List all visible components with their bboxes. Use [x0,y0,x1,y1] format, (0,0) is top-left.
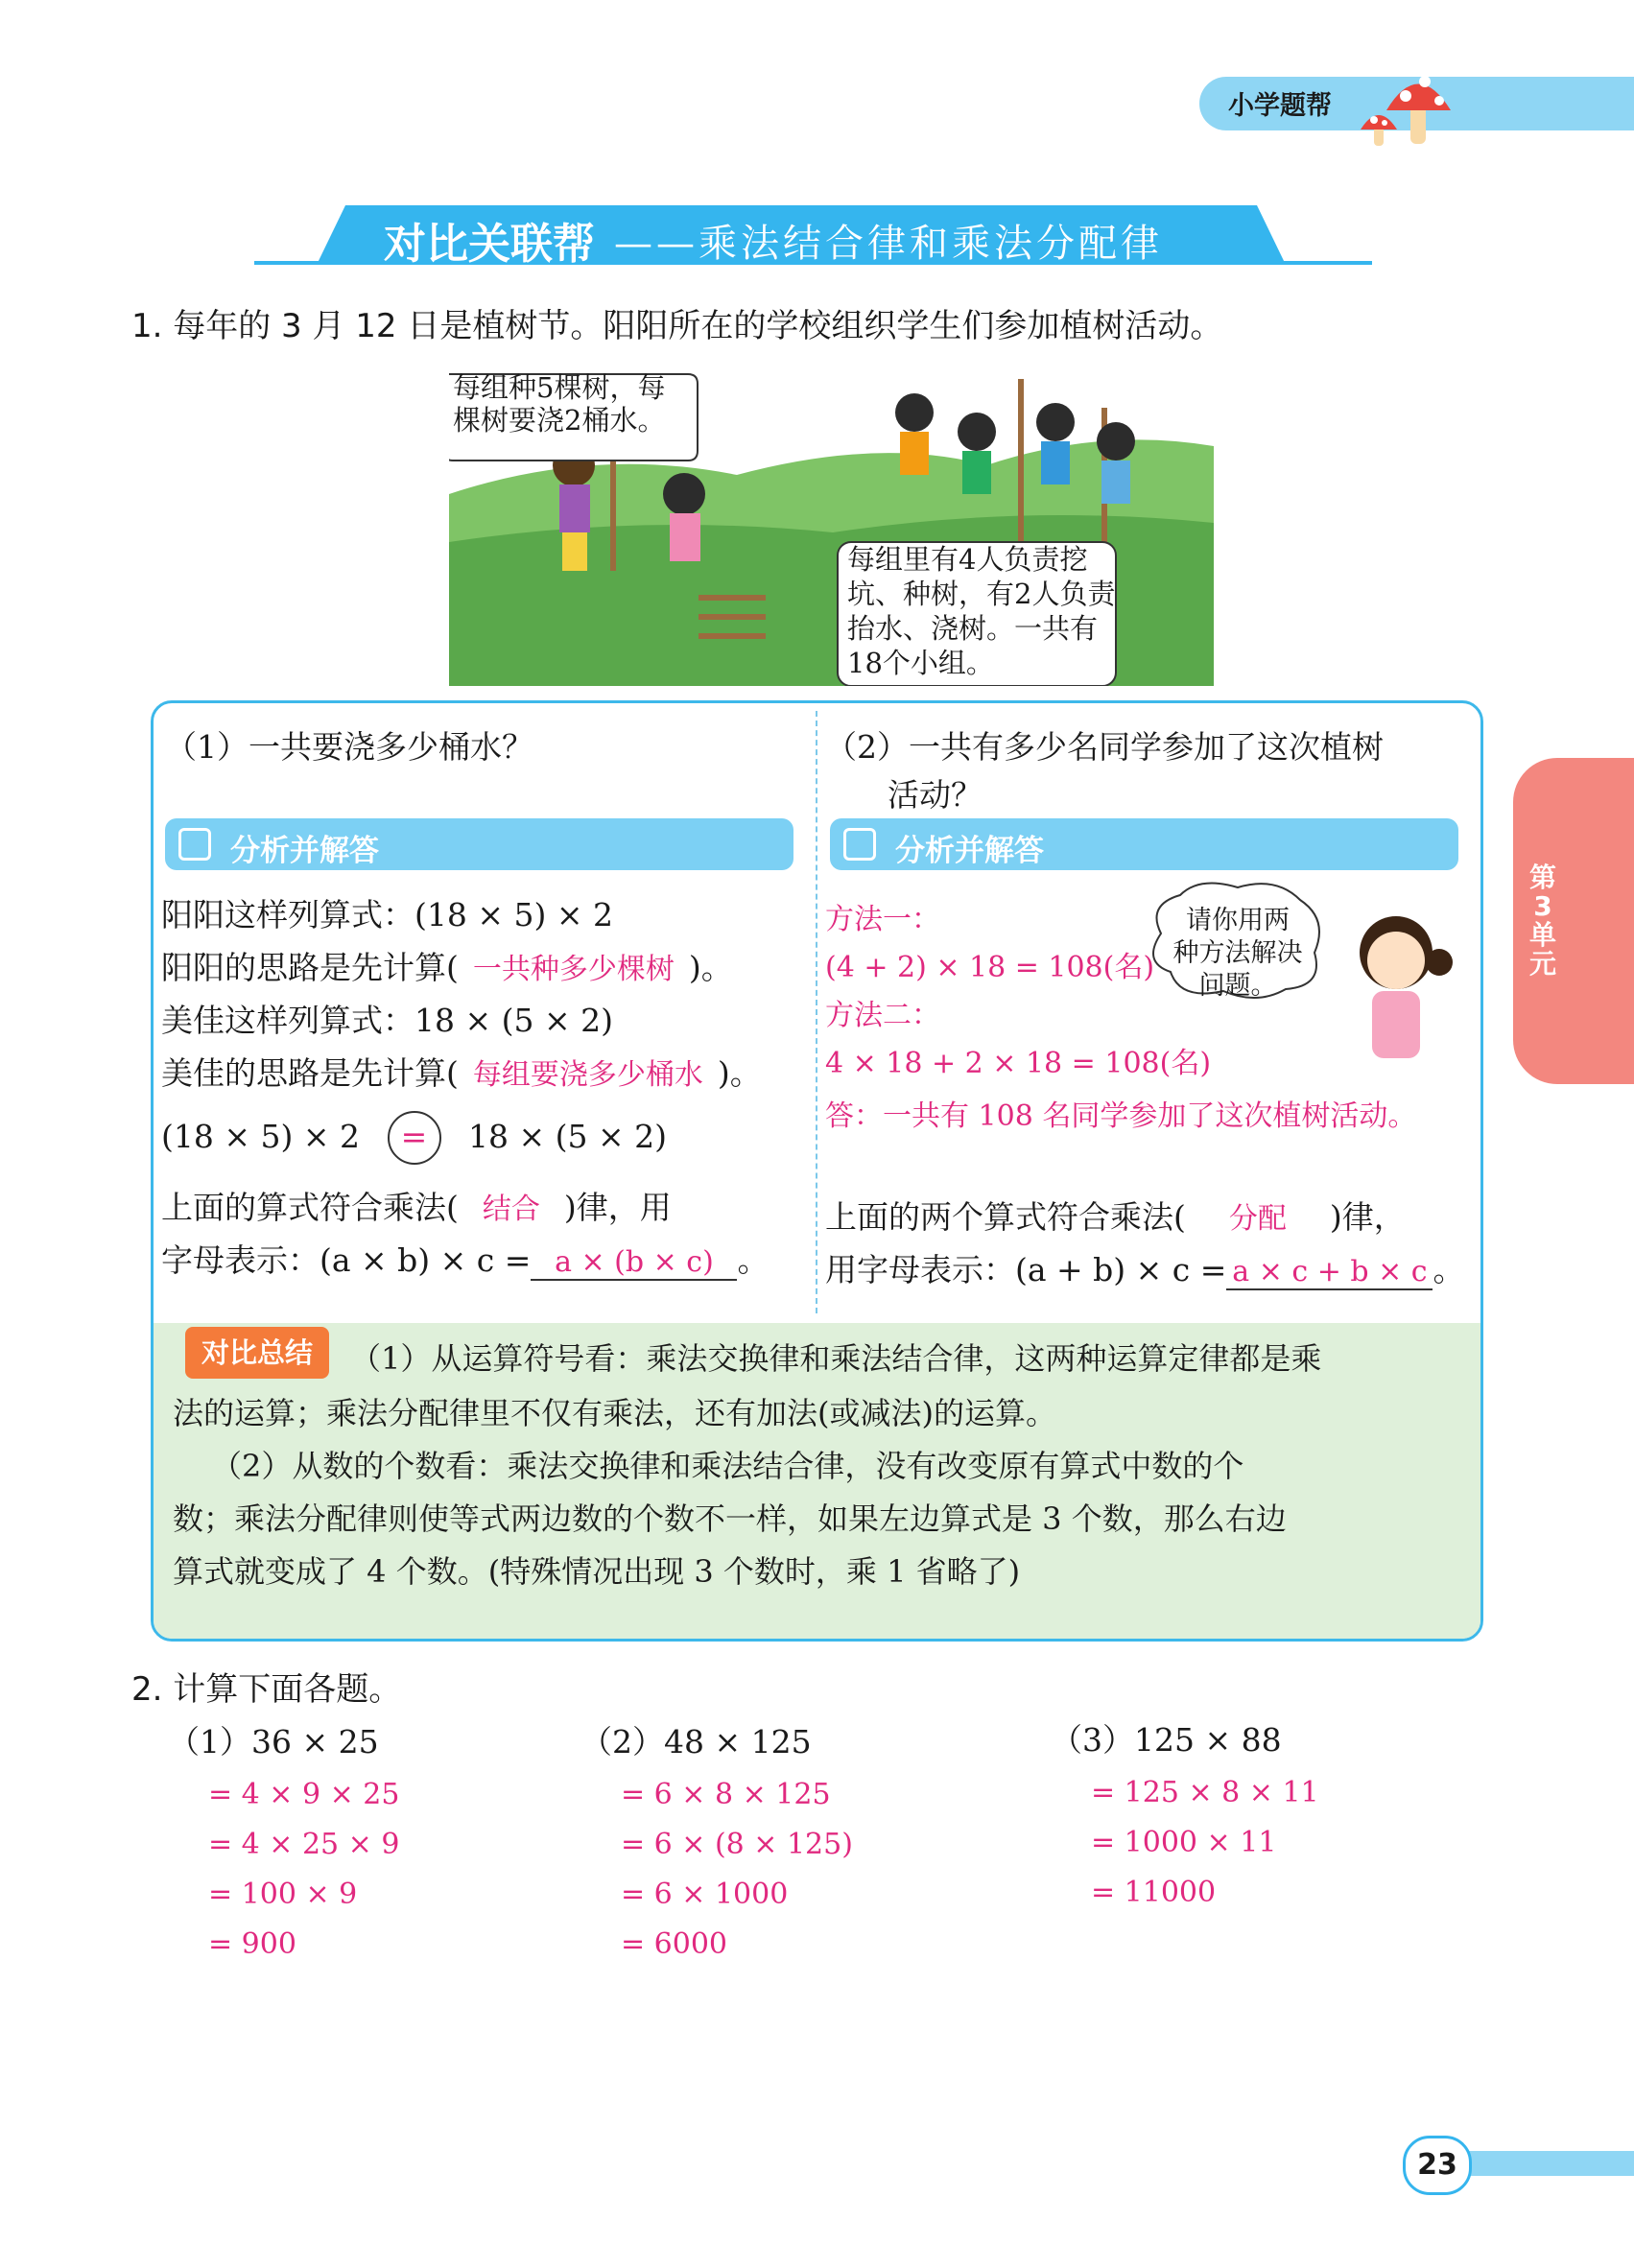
q1-left-question: （1）一共要浇多少桶水？ [165,728,533,766]
bubble-right-line: 每组里有4人负责挖 [847,543,1088,576]
bubble-line: 种方法解决 [1172,938,1303,968]
answer-letter-right: a × c + b × c [1226,1255,1433,1290]
text: 美佳的思路是先计算( [161,1054,459,1092]
summary-tag: 对比总结 [185,1327,329,1379]
q1-right-question-cont: 活动？ [888,776,983,814]
mushroom-icon [1353,58,1458,149]
step: = 6 × (8 × 125) [621,1828,853,1861]
answer-letter-left: a × (b × c) [531,1245,737,1281]
text: 字母表示：(a × b) × c = [161,1241,532,1279]
pencil-icon [178,828,211,861]
problem-1 [168,1717,399,1970]
method-two: 4 × 18 + 2 × 18 = 108(名) [825,1047,1212,1080]
text: )律，用 [563,1189,672,1226]
summary-p1-l1: （1）从运算符号看：乘法交换律和乘法结合律，这两种运算定律都是乘 [350,1340,1322,1377]
method-one-label: 方法一： [825,903,940,936]
line-meijia-formula: 美佳这样列算式：18 × (5 × 2) [161,1002,613,1039]
unit-side-label: 第3单元 [1528,862,1556,980]
answer-meijia: 每组要浇多少桶水 [472,1058,703,1092]
bubble-line: 问题。 [1198,971,1277,1001]
comparison-line [161,1111,667,1165]
bubble-right-line: 18个小组。 [847,647,994,679]
pencil-icon [843,828,876,861]
law-line-right [825,1193,1406,1238]
text: 用字母表示：(a + b) × c = [825,1251,1227,1288]
bubble-right-line: 坑、种树，有2人负责 [847,578,1116,610]
cmp-right: 18 × (5 × 2) [468,1118,667,1155]
summary-p1-l2: 法的运算；乘法分配律里不仅有乘法，还有加法(或减法)的运算。 [173,1395,1056,1431]
text: 上面的两个算式符合乘法( [825,1198,1186,1236]
step: = 125 × 8 × 11 [1091,1776,1319,1809]
thought-bubble-text [1166,905,1310,1003]
letter-line-right [825,1245,1464,1290]
step: = 4 × 25 × 9 [208,1828,400,1861]
step: = 900 [208,1927,296,1961]
q1-right-question: （2）一共有多少名同学参加了这次植树 [825,728,1384,766]
problem-label: （2）48 × 125 [580,1723,812,1760]
problem-steps [208,1770,399,1970]
text: 阳阳的思路是先计算( [161,949,459,986]
problem-steps [621,1770,853,1970]
bubble-left [453,371,693,437]
brand-label: 小学题帮 [1228,91,1332,121]
step: = 6 × 1000 [621,1878,789,1911]
text: )律， [1329,1198,1406,1236]
letter-line-left [161,1236,769,1281]
step: = 100 × 9 [208,1878,358,1911]
analysis-box [151,700,1483,1642]
text: )。 [688,949,733,986]
bubble-left-line: 每组种5棵树，每 [453,371,666,404]
banner-title: 对比关联帮 [384,220,595,269]
answer-sentence: 答：一共有 108 名同学参加了这次植树活动。 [825,1099,1417,1133]
bubble-line: 请你用两 [1186,906,1290,935]
step: = 4 × 9 × 25 [208,1778,400,1811]
text: 。 [1433,1251,1465,1288]
banner-subtitle: ——乘法结合律和乘法分配律 [614,222,1163,266]
summary-p2-l2: 数；乘法分配律则使等式两边数的个数不一样，如果左边算式是 3 个数，那么右边 [173,1500,1287,1537]
step: = 11000 [1091,1876,1217,1909]
problem-3 [1051,1715,1319,1918]
method-two-label: 方法二： [825,999,940,1032]
bubble-right [847,542,1135,680]
answer-law-left: 结合 [482,1193,540,1226]
column-divider [816,711,817,1313]
step: = 1000 × 11 [1091,1826,1277,1859]
problem-label: （1）36 × 25 [168,1723,379,1760]
method-one: (4 + 2) × 18 = 108(名) [825,951,1155,984]
bubble-right-line: 抬水、浇树。一共有 [847,612,1099,645]
text: )。 [717,1054,762,1092]
girl-avatar-icon [1343,895,1458,1068]
cmp-left: (18 × 5) × 2 [161,1118,360,1155]
step: = 6000 [621,1927,728,1961]
q2-title: 2. 计算下面各题。 [131,1670,402,1709]
line-yangyang-thought [161,943,733,988]
answer-law-right: 分配 [1228,1202,1287,1236]
page-number: 23 [1403,2136,1472,2195]
summary-p2-l1: （2）从数的个数看：乘法交换律和乘法结合律，没有改变原有算式中数的个 [211,1448,1244,1484]
problem-2 [580,1717,853,1970]
problem-steps [1091,1768,1319,1918]
answer-yangyang: 一共种多少棵树 [472,953,675,986]
problem-label: （3）125 × 88 [1051,1721,1282,1759]
text: 上面的算式符合乘法( [161,1189,459,1226]
step: = 6 × 8 × 125 [621,1778,831,1811]
cmp-sign: = [388,1111,441,1165]
line-yangyang-formula: 阳阳这样列算式：(18 × 5) × 2 [161,896,613,933]
q1-intro: 1. 每年的 3 月 12 日是植树节。阳阳所在的学校组织学生们参加植树活动。 [131,307,1223,345]
analysis-pill-label: 分析并解答 [230,834,379,868]
line-meijia-thought [161,1049,762,1094]
bubble-left-line: 棵树要浇2桶水。 [453,404,666,437]
summary-p2-l3: 算式就变成了 4 个数。(特殊情况出现 3 个数时，乘 1 省略了) [173,1553,1021,1590]
analysis-pill-label: 分析并解答 [895,834,1044,868]
text: 。 [737,1241,770,1279]
law-line-left [161,1183,672,1228]
